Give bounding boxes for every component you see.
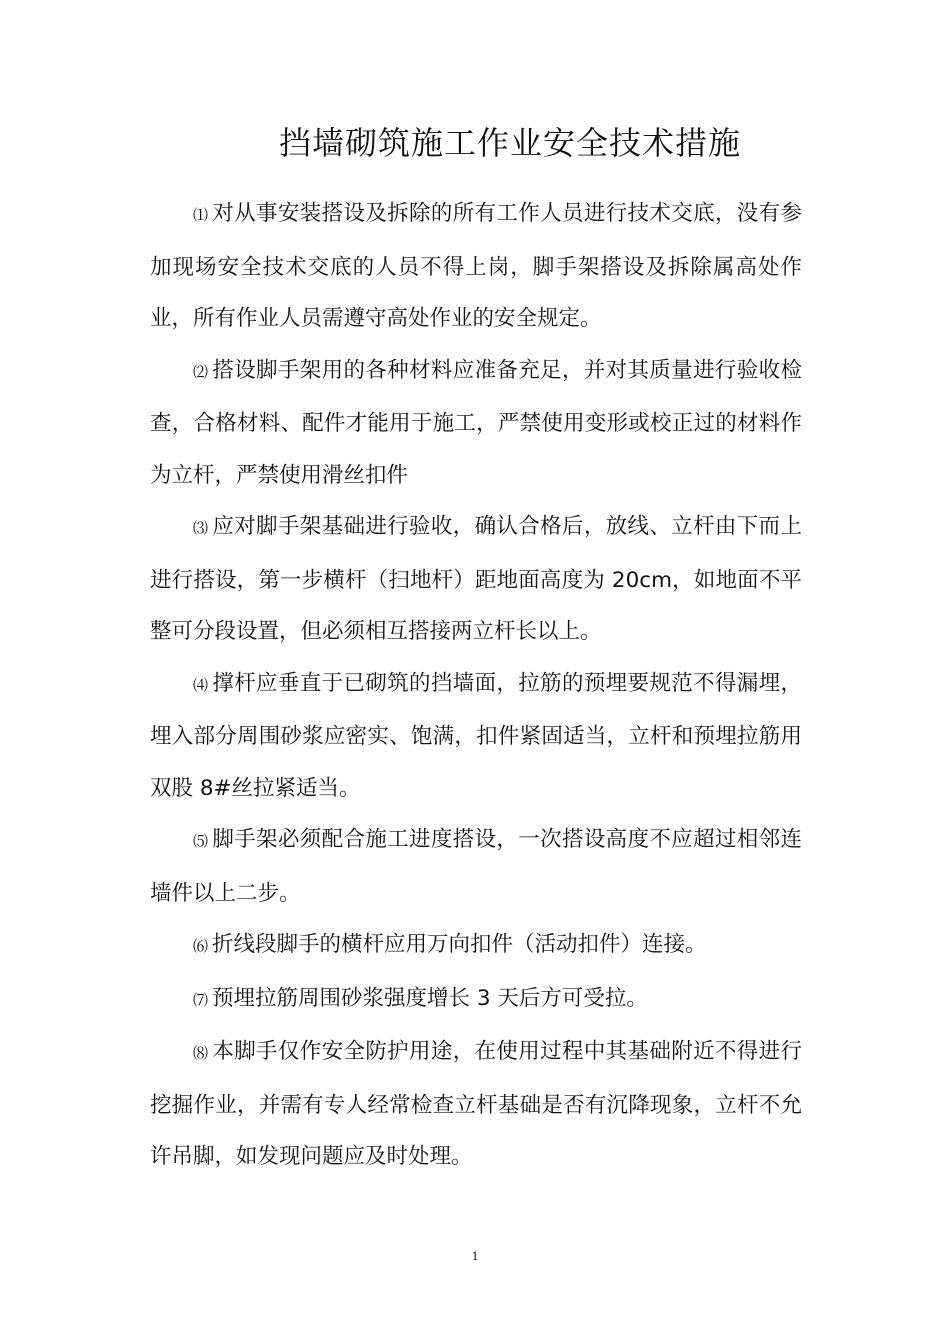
paragraph-text: 折线段脚手的横杆应用万向扣件（活动扣件）连接。 [212,932,707,957]
paragraph-number: ⑵ [193,362,209,381]
paragraph-number: ⑷ [193,675,209,694]
paragraph-number: ⑴ [193,206,209,224]
paragraph-text: 搭设脚手架用的各种材料应准备充足，并对其质量进行验收检查，合格材料、配件才能用于施工，严禁使用变形或校正过的材料作为立杆，严禁使用滑丝扣件 [150,357,802,488]
document-title: 挡墙砌筑施工作业安全技术措施 [278,124,741,162]
paragraph-number: ⑻ [193,1044,209,1062]
paragraph-text: 撑杆应垂直于已砌筑的挡墙面，拉筋的预埋要规范不得漏埋，埋入部分周围砂浆应密实、饱满，扣件紧固适当，立杆和预埋拉筋用双股 8#丝拉紧适当。 [150,670,802,801]
paragraph-7 [150,973,802,1027]
paragraph-2 [150,345,802,502]
page-number: 1 [471,1248,479,1263]
paragraph-8 [150,1026,802,1183]
document-body [150,188,802,1183]
paragraph-5 [150,814,802,919]
paragraph-number: ⑸ [193,832,209,850]
paragraph-text: 应对脚手架基础进行验收，确认合格后，放线、立杆由下而上进行搭设，第一步横杆（扫地杆）距地面高度为 20cm，如地面不平整可分段设置，但必须相互搭接两立杆长以上。 [150,514,802,644]
paragraph-text: 对从事安装搭设及拆除的所有工作人员进行技术交底，没有参加现场安全技术交底的人员不得上岗，脚手架搭设及拆除属高处作业，所有作业人员需遵守高处作业的安全规定。 [150,201,802,331]
paragraph-number: ⑺ [193,990,209,1009]
paragraph-3 [150,501,802,658]
paragraph-4 [150,658,802,815]
paragraph-text: 预埋拉筋周围砂浆强度增长 3 天后方可受拉。 [212,985,648,1011]
paragraph-6 [150,919,802,973]
paragraph-text: 本脚手仅作安全防护用途，在使用过程中其基础附近不得进行挖掘作业，并需有专人经常检查立杆基础是否有沉降现象，立杆不允许吊脚，如发现问题应及时处理。 [150,1039,802,1169]
paragraph-1 [150,188,802,345]
paragraph-number: ⑹ [193,937,209,955]
paragraph-number: ⑶ [193,519,209,537]
paragraph-text: 脚手架必须配合施工进度搭设，一次搭设高度不应超过相邻连墙件以上二步。 [150,827,802,906]
